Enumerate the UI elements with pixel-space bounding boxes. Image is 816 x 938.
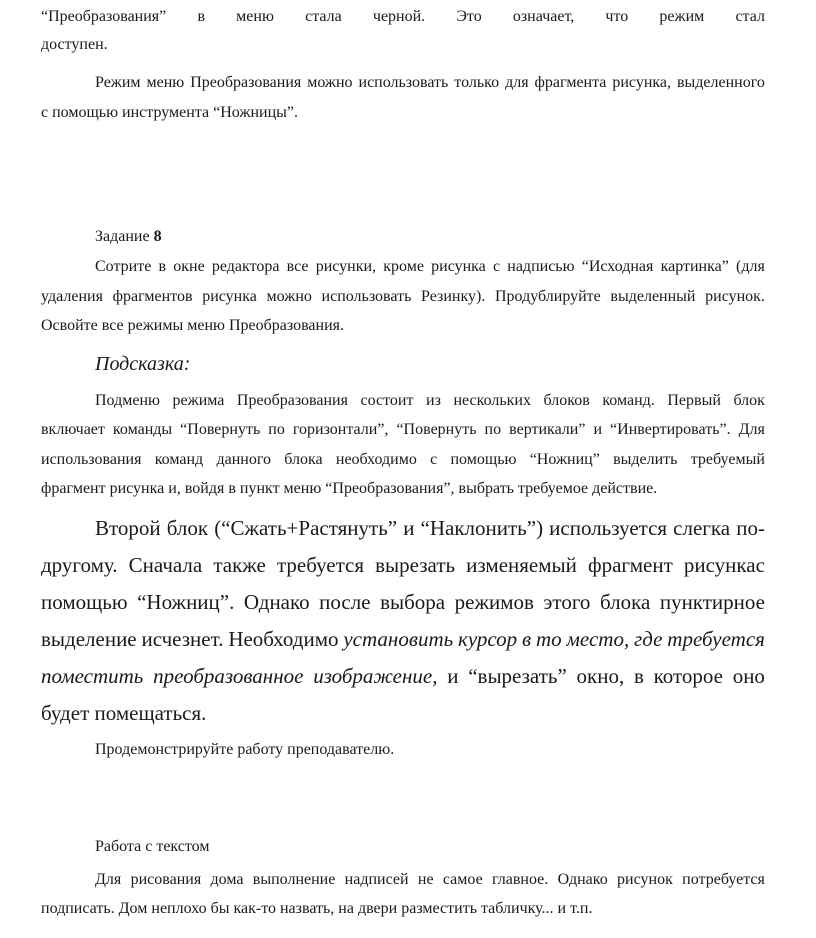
paragraph-line — [41, 420, 765, 440]
word: самое — [442, 871, 483, 888]
word: изображение, — [313, 664, 438, 688]
word: рисунки, — [315, 258, 377, 275]
word: включает — [41, 421, 105, 438]
word: главное. — [492, 871, 549, 888]
word: стал — [735, 8, 765, 25]
word: все — [286, 258, 309, 275]
word: рисунка — [202, 288, 257, 305]
word: Резинку). — [421, 288, 486, 305]
word: Первый — [667, 392, 721, 409]
word: по — [268, 421, 285, 438]
word: блока — [284, 451, 323, 468]
word: используется — [549, 516, 668, 540]
word: горизонтали”, — [292, 421, 389, 438]
paragraph-line: с помощью инструмента “Ножницы”. — [41, 104, 298, 121]
word: состоит — [360, 392, 414, 409]
task-heading — [95, 227, 162, 247]
word: команды — [112, 421, 173, 438]
word: Однако — [557, 871, 608, 888]
word: “Ножниц” — [529, 451, 600, 468]
word: блок — [733, 392, 765, 409]
word: надписью — [507, 258, 575, 275]
task-number: 8 — [153, 228, 162, 245]
word: рисунка, — [612, 74, 672, 91]
word: которое — [653, 664, 723, 688]
word: “Повернуть — [396, 421, 477, 438]
paragraph-line — [41, 287, 765, 307]
word: Однако — [243, 590, 310, 614]
paragraph-line — [41, 589, 765, 615]
word: рисования — [130, 871, 202, 888]
word: блоков — [543, 392, 590, 409]
word: блока — [599, 590, 651, 614]
word: редактора — [211, 258, 280, 275]
word: использовать — [321, 288, 412, 305]
word: то — [536, 627, 562, 651]
word: место, — [566, 627, 630, 651]
section-heading: Работа с текстом — [95, 838, 210, 855]
word: Преобразования — [236, 392, 348, 409]
word: требуется — [276, 553, 365, 577]
word: “Повернуть — [180, 421, 261, 438]
word: меню — [146, 74, 185, 91]
paragraph-line — [95, 515, 765, 541]
word: только — [454, 74, 500, 91]
word: курсор — [458, 627, 518, 651]
word: картинка” — [660, 258, 729, 275]
word: для — [505, 74, 529, 91]
word: кроме — [383, 258, 424, 275]
word: помощью — [41, 590, 128, 614]
word: другому. — [41, 553, 118, 577]
word: Режим — [95, 74, 141, 91]
word: помощью — [450, 451, 517, 468]
word: и — [403, 516, 415, 540]
word: режима — [172, 392, 225, 409]
word: “вырезать” — [468, 664, 567, 688]
word: “Ножниц”. — [137, 590, 235, 614]
word: черной. — [372, 8, 426, 25]
word: не — [417, 871, 434, 888]
word: потребуется — [682, 871, 765, 888]
paragraph-line — [95, 257, 765, 277]
paragraph-line — [41, 626, 765, 652]
word: преобразованное — [153, 664, 304, 688]
paragraph-line — [95, 870, 765, 890]
word: (“Сжать+Растянуть” — [214, 516, 398, 540]
word: “Преобразования” — [41, 8, 167, 25]
word: рисунок. — [705, 288, 765, 305]
word: окно, — [576, 664, 625, 688]
word: с — [492, 258, 501, 275]
word: Сотрите — [95, 258, 152, 275]
paragraph-line: подписать. Дом неплохо бы как-то назвать, на двери разместить табличку... и т.п. — [41, 900, 593, 917]
word: меню — [236, 8, 274, 25]
paragraph-line — [41, 663, 765, 689]
word: поместить — [41, 664, 144, 688]
word: режимов — [454, 590, 534, 614]
word: и — [593, 421, 603, 438]
word: оно — [732, 664, 765, 688]
word: и — [447, 664, 459, 688]
word: выбора — [380, 590, 446, 614]
word: “Наклонить”) — [420, 516, 544, 540]
word: в — [522, 627, 532, 651]
word: команд. — [602, 392, 655, 409]
paragraph-line: Освойте все режимы меню Преобразования. — [41, 317, 345, 334]
word: где — [634, 627, 663, 651]
word: Продублируйте — [495, 288, 601, 305]
word: Это — [456, 8, 482, 25]
word: фрагмента — [534, 74, 607, 91]
hint-title: Подсказка: — [95, 353, 191, 375]
word: (для — [736, 258, 765, 275]
paragraph-line — [41, 552, 765, 578]
word: выделение — [41, 627, 137, 651]
word: данного — [216, 451, 271, 468]
word: удаления — [41, 288, 103, 305]
paragraph-line — [95, 391, 765, 411]
word: рисункас — [683, 553, 765, 577]
word: рисунок — [617, 871, 673, 888]
word: Для — [95, 871, 122, 888]
word: по- — [736, 516, 765, 540]
word: нескольких — [453, 392, 531, 409]
word: что — [605, 8, 629, 25]
word: с — [430, 451, 438, 468]
word: вырезать — [375, 553, 456, 577]
paragraph-line — [41, 7, 765, 27]
word: окне — [173, 258, 205, 275]
word: исчезнет. — [141, 627, 224, 651]
word: команд — [154, 451, 204, 468]
word: Преобразования — [190, 74, 302, 91]
word: выделить — [613, 451, 678, 468]
word: режим — [659, 8, 705, 25]
word: надписей — [344, 871, 409, 888]
word: стала — [305, 8, 342, 25]
word: “Инвертировать”. — [610, 421, 731, 438]
word: дома — [210, 871, 244, 888]
word: Для — [738, 421, 765, 438]
word: выделенный — [610, 288, 696, 305]
word: требуется — [667, 627, 765, 651]
word: слегка — [673, 516, 731, 540]
word: можно — [266, 288, 312, 305]
word: фрагментов — [112, 288, 193, 305]
word: рисунка — [431, 258, 486, 275]
paragraph-line — [95, 73, 765, 93]
word: этого — [543, 590, 591, 614]
word: использования — [41, 451, 142, 468]
word: фрагмент — [587, 553, 673, 577]
word: изменяемый — [466, 553, 577, 577]
word: “Исходная — [581, 258, 654, 275]
demo-note: Продемонстрируйте работу преподавателю. — [95, 741, 395, 758]
word: из — [426, 392, 441, 409]
paragraph-line: фрагмент рисунка и, войдя в пункт меню “Преобразования”, выбрать требуемое действие. — [41, 480, 658, 497]
word: в — [197, 8, 205, 25]
word: Сначала — [128, 553, 203, 577]
task-label: Задание — [95, 228, 150, 245]
word: выполнение — [252, 871, 336, 888]
word: пунктирное — [659, 590, 765, 614]
word: также — [213, 553, 266, 577]
word: в — [158, 258, 167, 275]
word: установить — [343, 627, 454, 651]
word: вертикали” — [509, 421, 586, 438]
word: выделенного — [676, 74, 765, 91]
paragraph-line: доступен. — [41, 36, 108, 53]
paragraph-line: будет помещаться. — [41, 701, 207, 725]
word: Подменю — [95, 392, 160, 409]
word: Второй — [95, 516, 161, 540]
word: требуемый — [690, 451, 765, 468]
word: по — [484, 421, 502, 438]
word: необходимо — [335, 451, 417, 468]
word: можно — [307, 74, 353, 91]
word: блок — [166, 516, 209, 540]
word: использовать — [358, 74, 449, 91]
word: после — [319, 590, 371, 614]
paragraph-line — [41, 450, 765, 470]
word: Необходимо — [228, 627, 339, 651]
word: означает, — [512, 8, 575, 25]
word: в — [633, 664, 644, 688]
